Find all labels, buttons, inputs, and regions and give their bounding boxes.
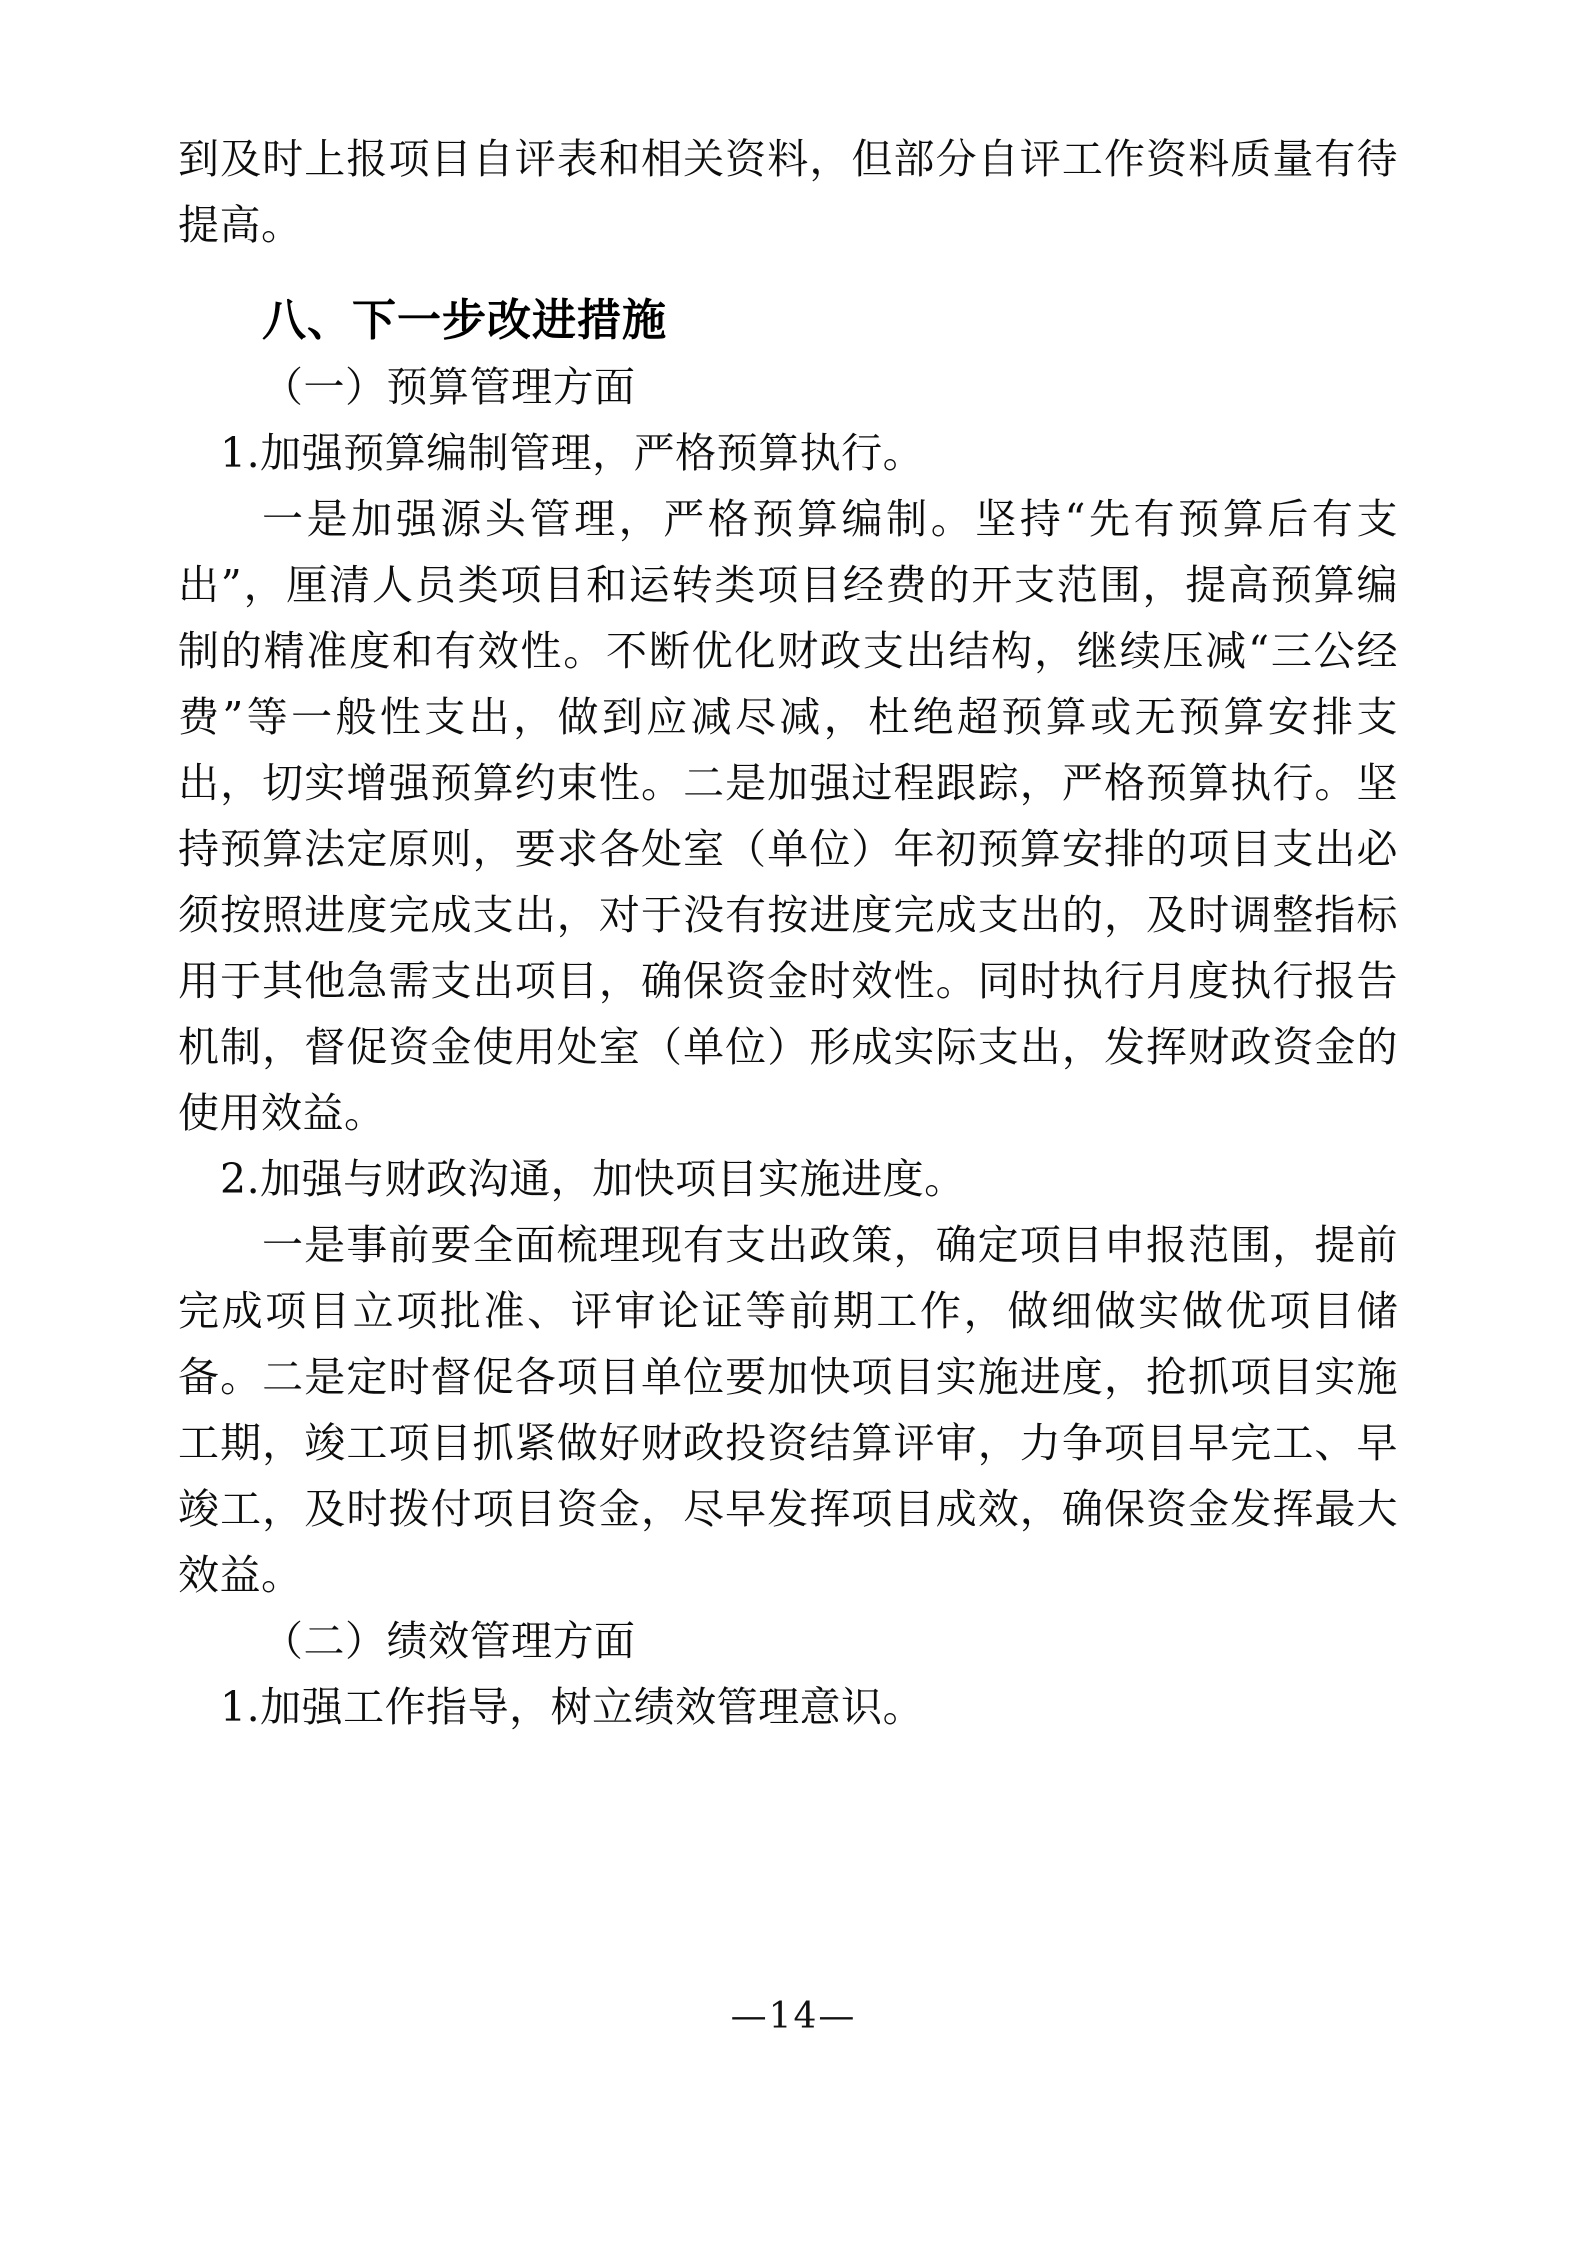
- subsection-heading-2: （二）绩效管理方面: [262, 1617, 636, 1665]
- paragraph-continued: 到及时上报项目自评表和相关资料，但部分自评工作资料质量有待提高。: [178, 135, 1398, 249]
- section-heading: 八、下一步改进措施: [262, 295, 667, 346]
- item-2-body: 一是事前要全面梳理现有支出政策，确定项目申报范围，提前完成项目立项批准、评审论证等前期工作，做细做实做优项目储备。二是定时督促各项目单位要加快项目实施进度，抢抓项目实施工期，竣工项目抓紧做好财政投资结算评审，力争项目早完工、早竣工，及时拨付项目资金，尽早发挥项目成效，确保资金发挥最大效益。: [178, 1221, 1398, 1599]
- item-2-title: 2.加强与财政沟通，加快项目实施进度。: [220, 1155, 966, 1203]
- subsection-heading-1: （一）预算管理方面: [262, 363, 636, 411]
- spacer: [178, 258, 1398, 288]
- page-number: —14—: [730, 1996, 857, 2037]
- item-1-body: 一是加强源头管理，严格预算编制。坚持“先有预算后有支出”，厘清人员类项目和运转类项目经费的开支范围，提高预算编制的精准度和有效性。不断优化财政支出结构，继续压减“三公经费”等一般性支出，做到应减尽减，杜绝超预算或无预算安排支出，切实增强预算约束性。二是加强过程跟踪，严格预算执行。坚持预算法定原则，要求各处室（单位）年初预算安排的项目支出必须按照进度完成支出，对于没有按进度完成支出的，及时调整指标用于其他急需支出项目，确保资金时效性。同时执行月度执行报告机制，督促资金使用处室（单位）形成实际支出，发挥财政资金的使用效益。: [178, 495, 1398, 1137]
- document-body: [178, 126, 1398, 1740]
- item-3-title: 1.加强工作指导，树立绩效管理意识。: [220, 1683, 925, 1731]
- item-1-title: 1.加强预算编制管理，严格预算执行。: [220, 429, 925, 477]
